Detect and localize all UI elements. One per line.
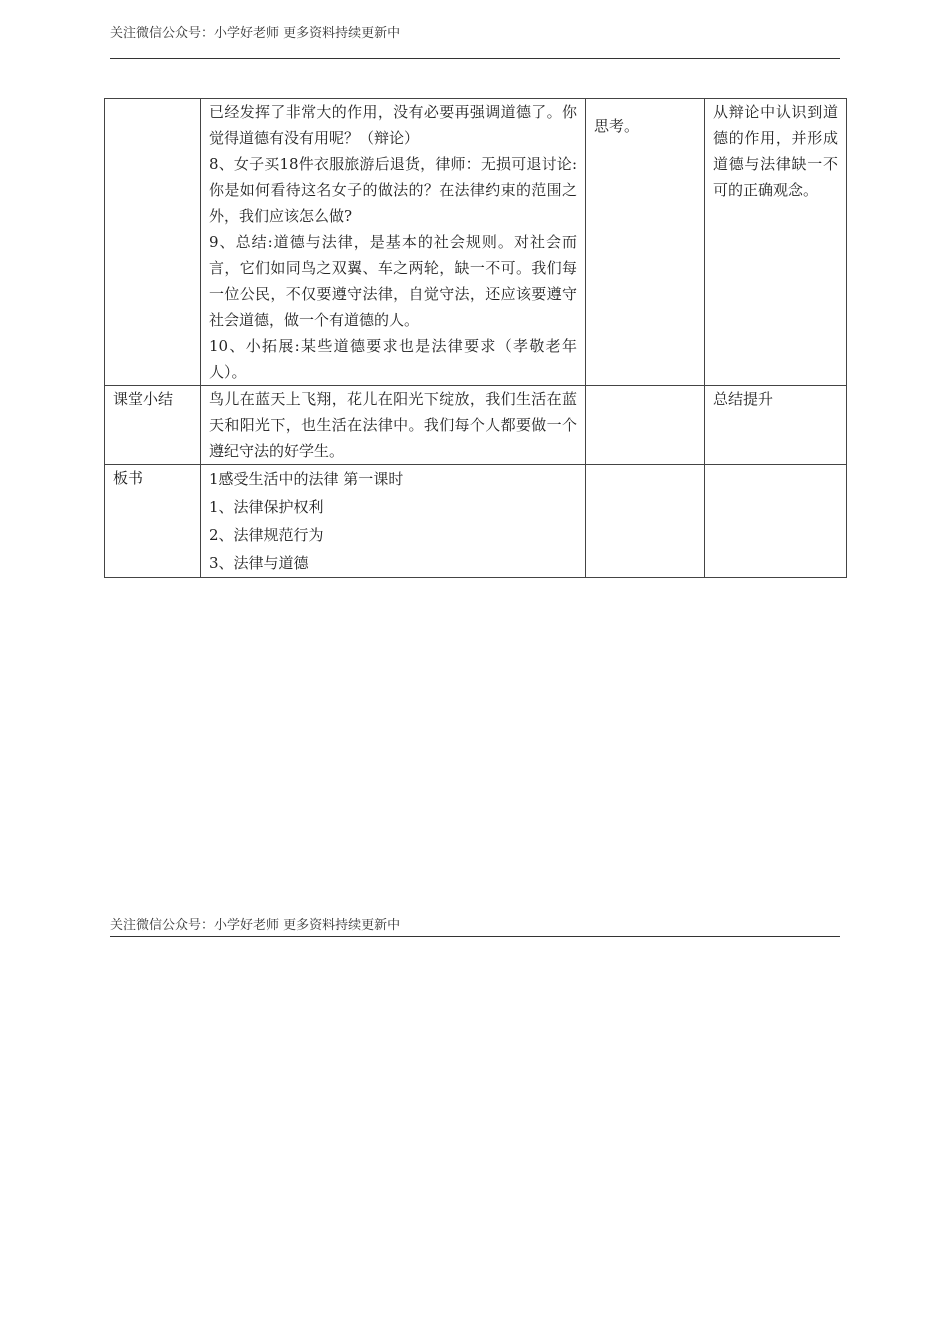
header-text: 关注微信公众号：小学好老师 更多资料持续更新中 (110, 26, 401, 41)
page-header (110, 22, 840, 59)
design-purpose-cell: 总结提升 (705, 386, 847, 465)
design-purpose-cell: 从辩论中认识到道德的作用，并形成道德与法律缺一不可的正确观念。 (705, 99, 847, 386)
row-label-cell: 课堂小结 (105, 386, 201, 465)
content-paragraph: 已经发挥了非常大的作用，没有必要再强调道德了。你觉得道德有没有用呢？（辩论） (209, 103, 577, 147)
student-activity-cell (586, 99, 705, 386)
summary-content-cell: 鸟儿在蓝天上飞翔，花儿在阳光下绽放，我们生活在蓝天和阳光下，也生活在法律中。我们每个人都要做一个遵纪守法的好学生。 (201, 386, 586, 465)
table-row (105, 465, 847, 578)
content-paragraph: 10、小拓展:某些道德要求也是法律要求（孝敬老年人）。 (209, 337, 577, 381)
content-paragraph: 9、总结:道德与法律，是基本的社会规则。对社会而言，它们如同鸟之双翼、车之两轮，缺一不可。我们每一位公民，不仅要遵守法律，自觉守法，还应该要遵守社会道德，做一个有道德的人。 (209, 233, 577, 329)
board-line: 3、法律与道德 (209, 554, 309, 572)
row-label-cell (105, 99, 201, 386)
student-activity-cell (586, 386, 705, 465)
table-row (105, 386, 847, 465)
design-purpose-cell (705, 465, 847, 578)
board-line: 1、法律保护权利 (209, 498, 324, 516)
page-footer (110, 916, 840, 937)
board-content-cell (201, 465, 586, 578)
board-line: 1感受生活中的法律 第一课时 (209, 470, 404, 488)
content-paragraph: 8、女子买18件衣服旅游后退货，律师：无损可退讨论:你是如何看待这名女子的做法的？在法律约束的范围之外，我们应该怎么做? (209, 155, 577, 225)
table-row (105, 99, 847, 386)
row-label-cell: 板书 (105, 465, 201, 578)
board-line: 2、法律规范行为 (209, 526, 324, 544)
teaching-content-cell (201, 99, 586, 386)
lesson-plan-table (104, 98, 847, 578)
student-activity-text: 思考。 (594, 117, 640, 135)
student-activity-cell (586, 465, 705, 578)
footer-text: 关注微信公众号：小学好老师 更多资料持续更新中 (110, 918, 401, 933)
